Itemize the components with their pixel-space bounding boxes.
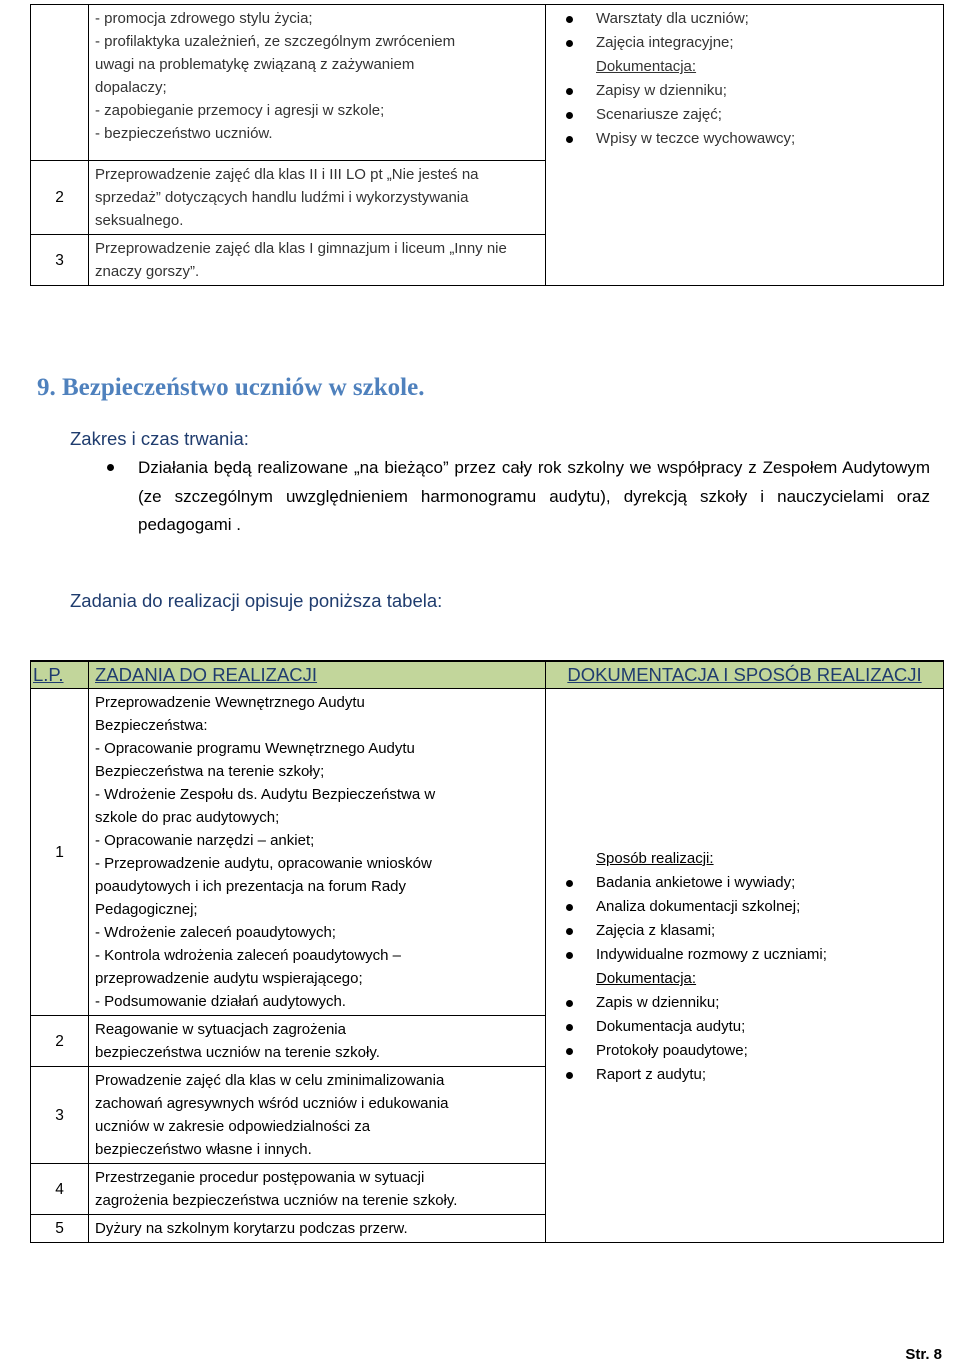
doc-item — [552, 895, 937, 919]
doc-item-text: Indywidualne rozmowy z uczniami; — [596, 946, 827, 963]
doc-item — [552, 1063, 937, 1087]
doc-item-text: Dokumentacja: — [596, 970, 697, 987]
doc-item — [552, 871, 937, 895]
row-number: 5 — [31, 1215, 89, 1243]
bullet-icon — [107, 464, 114, 471]
row-number: 2 — [31, 1016, 89, 1067]
scope-label: Zakres i czas trwania: — [70, 428, 249, 449]
doc-item-text: Badania ankietowe i wywiady; — [596, 874, 796, 891]
doc-item — [552, 967, 937, 991]
tasks-table — [30, 660, 944, 1243]
top-row-num-empty — [31, 5, 89, 161]
doc-item-text: Zajęcia integracyjne; — [596, 34, 734, 51]
task-line: - Opracowanie programu Wewnętrznego Audytu — [95, 740, 415, 757]
header-doc: DOKUMENTACJA I SPOSÓB REALIZACJI — [567, 664, 922, 685]
doc-item — [552, 103, 937, 127]
doc-item — [552, 919, 937, 943]
doc-item — [552, 1039, 937, 1063]
page-number: Str. 8 — [905, 1346, 942, 1363]
task-line: bezpieczeństwo własne i innych. — [95, 1141, 312, 1158]
task-line: - Opracowanie narzędzi – ankiet; — [95, 832, 315, 849]
task-line: Pedagogicznej; — [95, 901, 198, 918]
list-line: uwagi na problematykę związaną z zażywaniem — [95, 56, 415, 73]
list-line: - promocja zdrowego stylu życia; — [95, 10, 313, 27]
doc-item — [552, 847, 937, 871]
doc-item-text: Scenariusze zajęć; — [596, 106, 722, 123]
task-line: Dyżury na szkolnym korytarzu podczas przerw. — [95, 1220, 408, 1237]
doc-item — [552, 79, 937, 103]
top-right-doc — [546, 5, 944, 286]
task-line: szkole do prac audytowych; — [95, 809, 280, 826]
row-task — [89, 1164, 546, 1215]
table-row — [31, 689, 944, 1016]
doc-item — [552, 55, 937, 79]
doc-item-text: Wpisy w teczce wychowawcy; — [596, 130, 796, 147]
task-line: - Przeprowadzenie audytu, opracowanie wniosków — [95, 855, 432, 872]
scope-paragraph — [100, 454, 930, 540]
doc-item-text: Analiza dokumentacji szkolnej; — [596, 898, 801, 915]
list-line: - bezpieczeństwo uczniów. — [95, 125, 273, 142]
top-row-num: 2 — [31, 161, 89, 235]
task-line: Reagowanie w sytuacjach zagrożenia — [95, 1021, 346, 1038]
top-left-list — [89, 5, 546, 161]
task-line: Bezpieczeństwa: — [95, 717, 208, 734]
doc-item-text: Dokumentacja: — [596, 58, 697, 75]
doc-item — [552, 31, 937, 55]
task-line: przeprowadzenie audytu wspierającego; — [95, 970, 363, 987]
doc-item — [552, 943, 937, 967]
row-number: 1 — [31, 689, 89, 1016]
top-row-task: Przeprowadzenie zajęć dla klas II i III LO pt „Nie jesteś na sprzedaż” dotyczących handlu ludźmi i wykorzystywania seksualnego. — [89, 161, 546, 235]
task-line: Przestrzeganie procedur postępowania w sytuacji — [95, 1169, 425, 1186]
task-line: Przeprowadzenie Wewnętrznego Audytu — [95, 694, 365, 711]
task-line: - Podsumowanie działań audytowych. — [95, 993, 346, 1010]
scope-text: Działania będą realizowane „na bieżąco” przez cały rok szkolny we współpracy z Zespołem Audytowym (ze szczególnym uwzględnieniem harmonogramu audytu), dyrekcją szkoły i nauczycielami oraz pedagogami . — [138, 458, 930, 534]
task-line: zachowań agresywnych wśród uczniów i edukowania — [95, 1095, 449, 1112]
doc-item-text: Zapisy w dzienniku; — [596, 82, 727, 99]
task-line: Bezpieczeństwa na terenie szkoły; — [95, 763, 325, 780]
table-header-row — [31, 661, 944, 689]
doc-item-text: Raport z audytu; — [596, 1066, 707, 1083]
task-line: - Wdrożenie Zespołu ds. Audytu Bezpieczeństwa w — [95, 786, 436, 803]
doc-item-text: Zajęcia z klasami; — [596, 922, 716, 939]
task-line: zagrożenia bezpieczeństwa uczniów na terenie szkoły. — [95, 1192, 458, 1209]
row-task — [89, 1215, 546, 1243]
row-task — [89, 1067, 546, 1164]
task-line: - Kontrola wdrożenia zaleceń poaudytowych – — [95, 947, 402, 964]
doc-item — [552, 991, 937, 1015]
top-right-list — [552, 7, 937, 151]
doc-item-text: Dokumentacja audytu; — [596, 1018, 746, 1035]
top-table — [30, 4, 944, 286]
doc-item — [552, 7, 937, 31]
tasks-label: Zadania do realizacji opisuje poniższa tabela: — [70, 590, 443, 611]
doc-item-text: Warsztaty dla uczniów; — [596, 10, 749, 27]
section-heading: 9. Bezpieczeństwo uczniów w szkole. — [37, 374, 425, 401]
task-line: bezpieczeństwa uczniów na terenie szkoły. — [95, 1044, 380, 1061]
doc-item-text: Protokoły poaudytowe; — [596, 1042, 748, 1059]
row-number: 3 — [31, 1067, 89, 1164]
doc-item — [552, 127, 937, 151]
task-line: uczniów w zakresie odpowiedzialności za — [95, 1118, 371, 1135]
row-task — [89, 689, 546, 1016]
doc-item — [552, 1015, 937, 1039]
header-tasks: ZADANIA DO REALIZACJI — [95, 664, 318, 685]
doc-list — [552, 847, 937, 1087]
top-row-num: 3 — [31, 235, 89, 286]
doc-item-text: Zapis w dzienniku; — [596, 994, 720, 1011]
list-line: - profilaktyka uzależnień, ze szczególnym zwróceniem — [95, 33, 456, 50]
list-line: dopalaczy; — [95, 79, 167, 96]
task-line: Prowadzenie zajęć dla klas w celu zminimalizowania — [95, 1072, 445, 1089]
doc-item-text: Sposób realizacji: — [596, 850, 714, 867]
top-row-task: Przeprowadzenie zajęć dla klas I gimnazjum i liceum „Inny nie znaczy gorszy”. — [89, 235, 546, 286]
list-line: - zapobieganie przemocy i agresji w szkole; — [95, 102, 385, 119]
doc-cell — [546, 689, 944, 1243]
header-lp: L.P. — [33, 664, 64, 685]
row-task — [89, 1016, 546, 1067]
row-number: 4 — [31, 1164, 89, 1215]
task-line: poaudytowych i ich prezentacja na forum Rady — [95, 878, 407, 895]
task-line: - Wdrożenie zaleceń poaudytowych; — [95, 924, 336, 941]
